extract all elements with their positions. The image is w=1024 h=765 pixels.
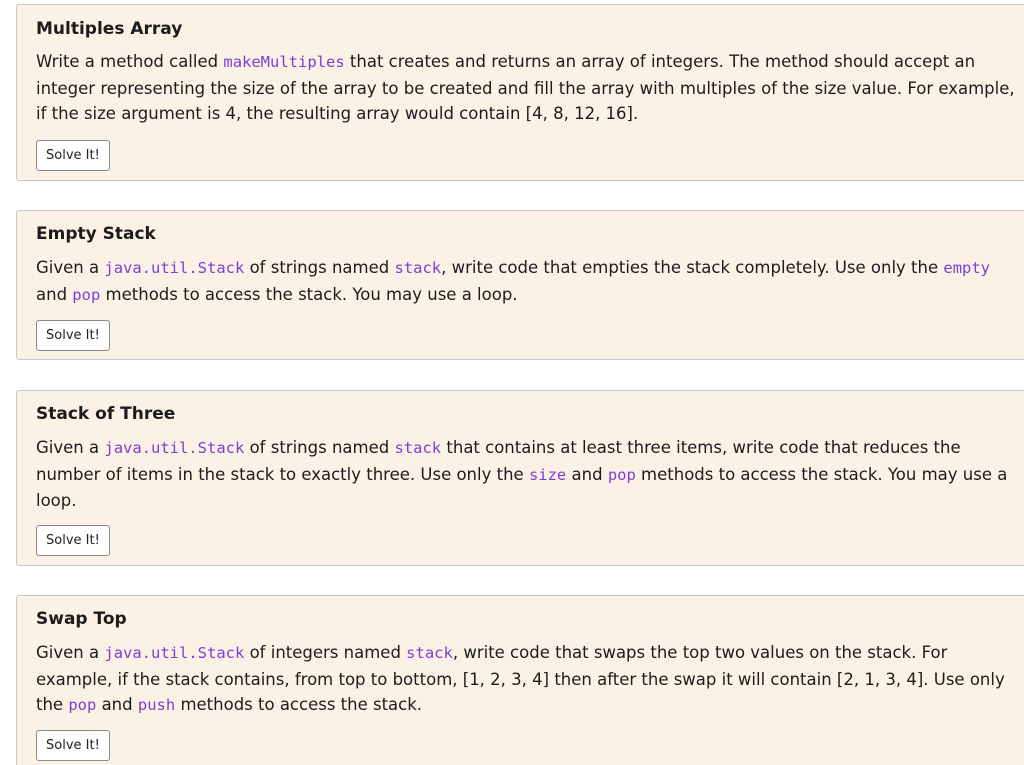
code-class-name: java.util.Stack	[104, 259, 245, 277]
problem-card-stack-of-three	[16, 390, 1024, 566]
solve-it-button[interactable]: Solve It!	[36, 730, 110, 761]
description-text: of integers named	[244, 643, 407, 662]
code-method-name: size	[528, 465, 567, 484]
problem-description	[36, 49, 1024, 127]
code-method-name: pop	[607, 465, 636, 484]
description-text: , write code that empties the stack completely. Use only the	[441, 258, 944, 277]
description-text: of strings named	[244, 258, 395, 277]
problem-card-empty-stack	[16, 210, 1024, 360]
problem-description	[36, 640, 1024, 719]
code-variable-name: stack	[394, 439, 442, 457]
description-text: , write code that swaps the top two values on the stack. For example, if the stack contains, from top to bottom, [1, 2, 3, 4] then after the swap it will contain [2, 1, 3, 4]. Use only the	[36, 643, 1005, 714]
code-variable-name: stack	[394, 259, 442, 277]
description-text: and	[566, 464, 608, 484]
code-method-name: push	[137, 696, 176, 714]
problem-description	[36, 255, 1024, 308]
description-text: that contains at least three items, write code that reduces the number of items in the stack to exactly three. Use only the	[36, 438, 961, 484]
problem-title: Swap Top	[36, 609, 127, 629]
description-text: of strings named	[244, 438, 395, 457]
description-text: Given a	[36, 438, 105, 457]
code-method-name: pop	[72, 285, 101, 304]
code-class-name: java.util.Stack	[104, 644, 245, 662]
code-method-name: empty	[943, 259, 991, 277]
description-text: methods to access the stack. You may use a loop.	[36, 464, 1008, 510]
problem-card-swap-top	[16, 595, 1024, 765]
code-variable-name: stack	[406, 644, 453, 662]
description-text: methods to access the stack.	[175, 695, 423, 714]
solve-it-button[interactable]: Solve It!	[36, 525, 110, 556]
description-text: and	[36, 284, 73, 304]
description-text: Given a	[36, 258, 105, 277]
description-text: that creates and returns an array of integers. The method should accept an integer representing the size of the array to be created and fill the array with multiples of the size value. For example, if the size argument is 4, the resulting array would contain [4, 8, 12, 16].	[36, 52, 1015, 123]
code-method-name: makeMultiples	[223, 53, 345, 71]
description-text: Write a method called	[36, 52, 224, 71]
code-class-name: java.util.Stack	[104, 439, 245, 457]
problem-description	[36, 435, 1024, 514]
solve-it-button[interactable]: Solve It!	[36, 320, 110, 351]
description-text: methods to access the stack. You may use a loop.	[100, 284, 518, 304]
problem-card-multiples-array	[16, 4, 1024, 181]
problem-title: Stack of Three	[36, 404, 176, 424]
code-method-name: pop	[68, 696, 97, 714]
description-text: Given a	[36, 643, 105, 662]
description-text: and	[96, 695, 138, 714]
solve-it-button[interactable]: Solve It!	[36, 140, 110, 171]
problem-title: Multiples Array	[36, 19, 183, 39]
problem-title: Empty Stack	[36, 224, 156, 244]
